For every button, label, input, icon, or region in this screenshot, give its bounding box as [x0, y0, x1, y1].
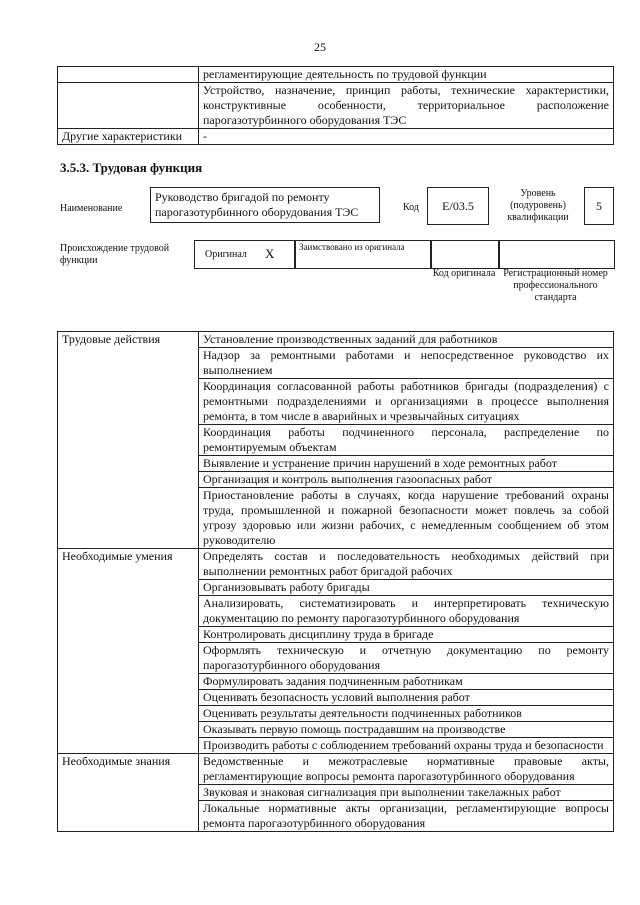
- list-item: Координация согласованной работы работников бригады (подразделения) с ремонтными подразделениями и организациями в процессе выполнения ремонта, в том числе в аварийных и чрезвычайных ситуациях: [199, 379, 614, 425]
- group-title: Трудовые действия: [58, 332, 199, 549]
- row-label: [58, 83, 199, 129]
- row-label: Другие характеристики: [58, 129, 199, 145]
- table-row: [58, 549, 614, 580]
- main-table: [57, 331, 614, 832]
- list-item: Формулировать задания подчиненным работникам: [199, 674, 614, 690]
- list-item: Определять состав и последовательность необходимых действий при выполнении ремонтных работ бригадой рабочих: [199, 549, 614, 580]
- reg-number-label: Регистрационный номер профессионального стандарта: [503, 268, 608, 303]
- table-row: [58, 754, 614, 785]
- original-label: Оригинал: [205, 249, 247, 260]
- list-item: Анализировать, систематизировать и интерпретировать техническую документацию по ремонту парогазотурбинного оборудования: [199, 596, 614, 627]
- table-row: [58, 129, 614, 145]
- page-number: 25: [314, 40, 326, 54]
- top-table: [57, 66, 614, 145]
- borrowed-cell: [294, 240, 432, 269]
- origin-label: Происхождение трудовой функции: [60, 243, 170, 266]
- list-item: Звуковая и знаковая сигнализация при выполнении такелажных работ: [199, 785, 614, 801]
- list-item: Надзор за ремонтными работами и непосредственное руководство их выполнением: [199, 348, 614, 379]
- table-row: [58, 332, 614, 348]
- list-item: Ведомственные и межотраслевые нормативные правовые акты, регламентирующие вопросы ремонта парогазотурбинного оборудования: [199, 754, 614, 785]
- group-title: Необходимые умения: [58, 549, 199, 754]
- reg-number-cell: [498, 240, 615, 269]
- original-mark: X: [265, 246, 275, 261]
- code-label: Код: [403, 202, 419, 213]
- section-title: 3.5.3. Трудовая функция: [60, 160, 203, 175]
- list-item: Оформлять техническую и отчетную документацию по ремонту парогазотурбинного оборудования: [199, 643, 614, 674]
- list-item: Оказывать первую помощь пострадавшим на производстве: [199, 722, 614, 738]
- level-label: Уровень (подуровень) квалификации: [507, 188, 569, 223]
- list-item: Оценивать безопасность условий выполнения работ: [199, 690, 614, 706]
- name-value: Руководство бригадой по ремонту парогазотурбинного оборудования ТЭС: [150, 187, 380, 223]
- table-row: [58, 67, 614, 83]
- borrowed-label: Заимствовано из оригинала: [299, 242, 405, 252]
- level-value: 5: [584, 187, 614, 225]
- code-original-label: Код оригинала: [432, 268, 496, 279]
- code-value: E/03.5: [427, 187, 489, 225]
- list-item: Локальные нормативные акты организации, регламентирующие вопросы ремонта парогазотурбинного оборудования: [199, 801, 614, 832]
- list-item: Контролировать дисциплину труда в бригаде: [199, 627, 614, 643]
- row-label: [58, 67, 199, 83]
- group-title: Необходимые знания: [58, 754, 199, 832]
- list-item: Организация и контроль выполнения газоопасных работ: [199, 472, 614, 488]
- list-item: Установление производственных заданий для работников: [199, 332, 614, 348]
- code-original-cell: [430, 240, 500, 269]
- list-item: Оценивать результаты деятельности подчиненных работников: [199, 706, 614, 722]
- list-item: Производить работы с соблюдением требований охраны труда и безопасности: [199, 738, 614, 754]
- row-value: регламентирующие деятельность по трудовой функции: [199, 67, 614, 83]
- original-cell: [194, 240, 296, 269]
- list-item: Выявление и устранение причин нарушений в ходе ремонтных работ: [199, 456, 614, 472]
- list-item: Организовывать работу бригады: [199, 580, 614, 596]
- row-value: -: [199, 129, 614, 145]
- name-label: Наименование: [60, 203, 123, 214]
- row-value: Устройство, назначение, принцип работы, технические характеристики, конструктивные особенности, территориальное расположение парогазотурбинного оборудования ТЭС: [199, 83, 614, 129]
- list-item: Приостановление работы в случаях, когда нарушение требований охраны труда, промышленной и пожарной безопасности может повлечь за собой угрозу здоровью или жизни рабочих, с немедленным сообщением об этом руководителю: [199, 488, 614, 549]
- table-row: [58, 83, 614, 129]
- list-item: Координация работы подчиненного персонала, распределение по ремонтируемым объектам: [199, 425, 614, 456]
